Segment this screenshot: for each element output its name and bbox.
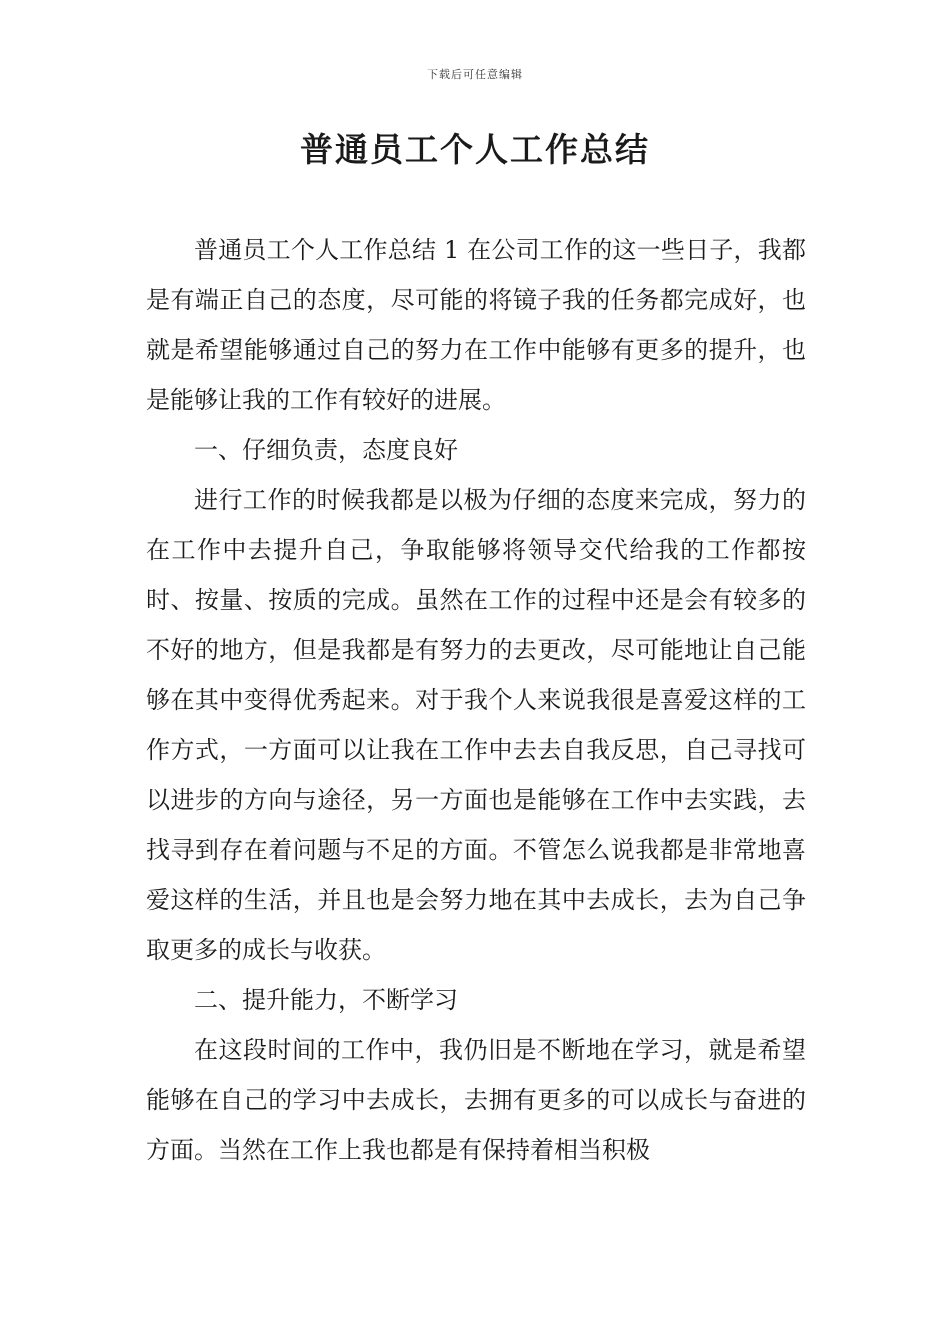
section-heading-1: 一、仔细负责，态度良好 bbox=[194, 436, 458, 464]
paragraph-section-2: 在这段时间的工作中，我仍旧是不断地在学习，就是希望能够在自己的学习中去成长，去拥有更多的可以成长与奋进的方面。当然在工作上我也都是有保持着相当积极 bbox=[146, 1036, 806, 1164]
section-heading-2: 二、提升能力，不断学习 bbox=[194, 986, 458, 1014]
document-title: 普通员工个人工作总结 bbox=[300, 130, 650, 169]
header-note: 下载后可任意编辑 bbox=[427, 68, 523, 81]
document-body bbox=[146, 225, 806, 1175]
paragraph-section-1: 进行工作的时候我都是以极为仔细的态度来完成，努力的在工作中去提升自己，争取能够将领导交代给我的工作都按时、按量、按质的完成。虽然在工作的过程中还是会有较多的不好的地方，但是我都是有努力的去更改，尽可能地让自己能够在其中变得优秀起来。对于我个人来说我很是喜爱这样的工作方式，一方面可以让我在工作中去去自我反思，自己寻找可以进步的方向与途径，另一方面也是能够在工作中去实践，去找寻到存在着问题与不足的方面。不管怎么说我都是非常地喜爱这样的生活，并且也是会努力地在其中去成长，去为自己争取更多的成长与收获。 bbox=[146, 486, 806, 964]
paragraph-intro: 普通员工个人工作总结 1 在公司工作的这一些日子，我都是有端正自己的态度，尽可能的将镜子我的任务都完成好，也就是希望能够通过自己的努力在工作中能够有更多的提升，也是能够让我的工作有较好的进展。 bbox=[146, 236, 806, 414]
